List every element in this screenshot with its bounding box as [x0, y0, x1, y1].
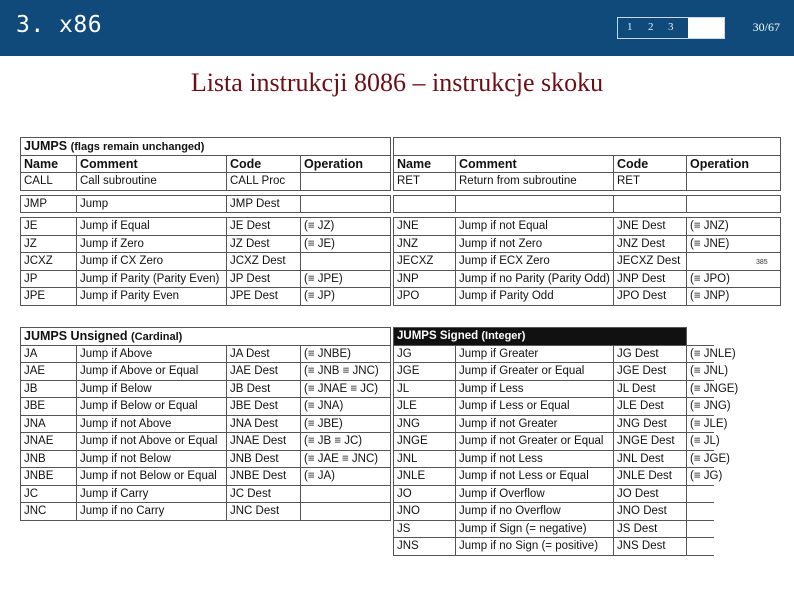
cell-code: JG Dest — [614, 345, 687, 363]
column-header-operation: Operation — [301, 155, 391, 173]
cell-code: JC Dest — [227, 485, 301, 503]
cell-operation — [301, 485, 391, 503]
table-row — [21, 433, 391, 451]
jumps-title-row — [21, 138, 391, 156]
column-header-name: Name — [394, 155, 456, 173]
table-row — [394, 415, 714, 433]
cell-code: JNP Dest — [614, 270, 687, 288]
cell-comment: Jump if not Greater or Equal — [456, 433, 614, 451]
table-row — [21, 468, 391, 486]
cell-code: JE Dest — [227, 218, 301, 236]
cell-comment: Jump if no Overflow — [456, 503, 614, 521]
table-row — [394, 345, 714, 363]
cell-name: JPE — [21, 288, 77, 306]
cell-name: JG — [394, 345, 456, 363]
cell-name: RET — [394, 173, 456, 191]
cell-operation — [301, 503, 391, 521]
cell-name: JNC — [21, 503, 77, 521]
cell-code: JNS Dest — [614, 538, 687, 556]
cell-name: JZ — [21, 235, 77, 253]
jumps-right-header-row — [394, 155, 781, 173]
cell-code: JNAE Dest — [227, 433, 301, 451]
jumps-right-spacer-row — [394, 138, 781, 156]
cell-name: JCXZ — [21, 253, 77, 271]
jumps-table-right — [393, 137, 781, 306]
table-row — [21, 503, 391, 521]
cell-operation: (≡ JZ) — [301, 218, 391, 236]
cell-operation: (≡ JNP) — [687, 288, 781, 306]
cell-operation: (≡ JGE) — [687, 450, 714, 468]
cell-operation: (≡ JNZ) — [687, 218, 781, 236]
cell-operation — [301, 195, 391, 213]
cell-comment: Jump if no Sign (= positive) — [456, 538, 614, 556]
jumps-right-spacer — [394, 138, 781, 156]
cell-comment: Jump if Above — [77, 345, 227, 363]
progress-page-3[interactable]: 3 — [668, 21, 674, 33]
cell-operation: (≡ JA) — [301, 468, 391, 486]
progress-page-1[interactable]: 1 — [627, 21, 633, 33]
cell-operation: (≡ JPE) — [301, 270, 391, 288]
cell-operation: (≡ JNGE) — [687, 380, 714, 398]
table-row — [394, 485, 714, 503]
cell-comment: Jump if Less — [456, 380, 614, 398]
section-title: 3. x86 — [16, 12, 103, 38]
unsigned-title — [21, 328, 391, 346]
cell-name: JNB — [21, 450, 77, 468]
cell-comment: Jump if Overflow — [456, 485, 614, 503]
cell-code: JNLE Dest — [614, 468, 687, 486]
cell-name: JAE — [21, 363, 77, 381]
table-row — [21, 345, 391, 363]
cell-comment: Call subroutine — [77, 173, 227, 191]
cell-code: JB Dest — [227, 380, 301, 398]
jumps-table-left — [20, 137, 391, 306]
table-row — [21, 173, 391, 191]
jumps-title-text: JUMPS — [24, 139, 68, 154]
cell-code: JAE Dest — [227, 363, 301, 381]
cell-comment: Jump if not Less or Equal — [456, 468, 614, 486]
cell-name — [394, 195, 456, 213]
cell-comment: Jump if not Above or Equal — [77, 433, 227, 451]
cell-code: JNO Dest — [614, 503, 687, 521]
table-row — [394, 468, 714, 486]
cell-name: JNE — [394, 218, 456, 236]
cell-operation: (≡ JNE) — [687, 235, 781, 253]
cell-comment: Jump if not Equal — [456, 218, 614, 236]
table-row — [21, 218, 391, 236]
cell-operation: (≡ JNB ≡ JNC) — [301, 363, 391, 381]
table-row — [21, 398, 391, 416]
column-header-name: Name — [21, 155, 77, 173]
cell-operation: (≡ JPO) — [687, 270, 781, 288]
cell-comment: Jump if Greater — [456, 345, 614, 363]
cell-code: JNG Dest — [614, 415, 687, 433]
table-row — [21, 288, 391, 306]
cell-name: JNAE — [21, 433, 77, 451]
cell-name: JE — [21, 218, 77, 236]
cell-name: JNO — [394, 503, 456, 521]
cell-code: JNB Dest — [227, 450, 301, 468]
cell-operation — [687, 173, 781, 191]
cell-comment: Jump — [77, 195, 227, 213]
cell-operation: (≡ JNL) — [687, 363, 714, 381]
cell-name: JPO — [394, 288, 456, 306]
progress-bar-fill — [688, 18, 724, 38]
cell-operation: (≡ JNAE ≡ JC) — [301, 380, 391, 398]
signed-title-blank — [687, 328, 714, 346]
cell-name: JNZ — [394, 235, 456, 253]
cell-code: JNBE Dest — [227, 468, 301, 486]
unsigned-title-row — [21, 328, 391, 346]
table-row — [394, 380, 714, 398]
table-row — [394, 253, 781, 271]
table-row — [21, 380, 391, 398]
cell-name: JNA — [21, 415, 77, 433]
cell-comment: Jump if not Zero — [456, 235, 614, 253]
column-header-comment: Comment — [77, 155, 227, 173]
cell-name: JNS — [394, 538, 456, 556]
cell-operation — [687, 520, 714, 538]
cell-name: JMP — [21, 195, 77, 213]
cell-operation: (≡ JE) — [301, 235, 391, 253]
cell-comment: Jump if not Above — [77, 415, 227, 433]
table-row — [394, 270, 781, 288]
cell-comment: Jump if no Carry — [77, 503, 227, 521]
cell-code: JO Dest — [614, 485, 687, 503]
jumps-header-row — [21, 155, 391, 173]
cell-code: JECXZ Dest — [614, 253, 687, 271]
cell-comment: Jump if not Below or Equal — [77, 468, 227, 486]
table-row — [394, 398, 714, 416]
cell-code: JNGE Dest — [614, 433, 687, 451]
cell-operation — [687, 503, 714, 521]
table-row — [21, 450, 391, 468]
cell-operation — [687, 538, 714, 556]
table-row — [21, 485, 391, 503]
cell-name: JGE — [394, 363, 456, 381]
cell-comment: Jump if Less or Equal — [456, 398, 614, 416]
cell-comment: Jump if Above or Equal — [77, 363, 227, 381]
cell-comment: Jump if CX Zero — [77, 253, 227, 271]
cell-comment: Jump if Below — [77, 380, 227, 398]
cell-code: JP Dest — [227, 270, 301, 288]
cell-name: JL — [394, 380, 456, 398]
cell-operation: (≡ JBE) — [301, 415, 391, 433]
slide-title: Lista instrukcji 8086 – instrukcje skoku — [190, 68, 604, 97]
jumps-subtitle: (flags remain unchanged) — [70, 141, 205, 154]
table-row — [394, 235, 781, 253]
table-row — [21, 235, 391, 253]
cell-name: JO — [394, 485, 456, 503]
cell-code: JNA Dest — [227, 415, 301, 433]
column-header-code: Code — [227, 155, 301, 173]
table-row — [394, 450, 714, 468]
cell-name: JA — [21, 345, 77, 363]
column-header-code: Code — [614, 155, 687, 173]
table-row — [394, 363, 714, 381]
signed-title-text: JUMPS Signed — [397, 330, 479, 343]
cell-code: JBE Dest — [227, 398, 301, 416]
page-indicator: 30/67 — [752, 20, 780, 34]
cell-code: JZ Dest — [227, 235, 301, 253]
table-row — [394, 218, 781, 236]
cell-name: JNBE — [21, 468, 77, 486]
cell-operation — [687, 485, 714, 503]
cell-comment: Jump if Equal — [77, 218, 227, 236]
cell-name: JB — [21, 380, 77, 398]
cell-code: CALL Proc — [227, 173, 301, 191]
cell-code: JPE Dest — [227, 288, 301, 306]
cell-name: JNL — [394, 450, 456, 468]
signed-title-row — [394, 328, 714, 346]
cell-code: JPO Dest — [614, 288, 687, 306]
cell-name: JP — [21, 270, 77, 288]
column-header-comment: Comment — [456, 155, 614, 173]
cell-operation: (≡ JB ≡ JC) — [301, 433, 391, 451]
signed-subtitle: (Integer) — [481, 330, 526, 343]
table-row — [394, 433, 714, 451]
table-row — [21, 253, 391, 271]
cell-comment: Jump if Zero — [77, 235, 227, 253]
cell-name: JNGE — [394, 433, 456, 451]
cell-code: JGE Dest — [614, 363, 687, 381]
cell-name: CALL — [21, 173, 77, 191]
table-row — [394, 288, 781, 306]
cell-operation: (≡ JNLE) — [687, 345, 714, 363]
table-row — [21, 415, 391, 433]
column-header-operation: Operation — [687, 155, 781, 173]
cell-comment: Return from subroutine — [456, 173, 614, 191]
table-row — [394, 538, 714, 556]
cell-comment: Jump if Parity Odd — [456, 288, 614, 306]
cell-name: JECXZ — [394, 253, 456, 271]
cell-comment: Jump if ECX Zero — [456, 253, 614, 271]
cell-comment: Jump if Parity Even — [77, 288, 227, 306]
jumps-unsigned-table — [20, 327, 391, 521]
cell-comment: Jump if Parity (Parity Even) — [77, 270, 227, 288]
cell-operation — [301, 173, 391, 191]
cell-name: JLE — [394, 398, 456, 416]
cell-comment: Jump if Sign (= negative) — [456, 520, 614, 538]
table-row — [394, 195, 781, 213]
cell-operation: (≡ JNG) — [687, 398, 714, 416]
cell-operation: (≡ JLE) — [687, 415, 714, 433]
cell-name: JBE — [21, 398, 77, 416]
table-row — [21, 363, 391, 381]
table-row — [394, 173, 781, 191]
progress-bar[interactable] — [617, 17, 725, 39]
table-row — [394, 503, 714, 521]
cell-comment — [456, 195, 614, 213]
cell-code: JNZ Dest — [614, 235, 687, 253]
jumps-title — [21, 138, 391, 156]
cell-comment: Jump if not Less — [456, 450, 614, 468]
cell-comment: Jump if Below or Equal — [77, 398, 227, 416]
page-note: 385 — [756, 259, 768, 266]
cell-operation — [687, 195, 781, 213]
cell-code: JLE Dest — [614, 398, 687, 416]
cell-code: JS Dest — [614, 520, 687, 538]
header-bar — [0, 0, 794, 56]
unsigned-title-text: JUMPS Unsigned — [24, 329, 128, 344]
cell-name: JNLE — [394, 468, 456, 486]
cell-operation: (≡ JG) — [687, 468, 714, 486]
cell-comment: Jump if not Below — [77, 450, 227, 468]
cell-comment: Jump if Greater or Equal — [456, 363, 614, 381]
cell-code: JNE Dest — [614, 218, 687, 236]
cell-comment: Jump if not Greater — [456, 415, 614, 433]
signed-title — [394, 328, 687, 346]
cell-operation: (≡ JP) — [301, 288, 391, 306]
cell-operation: (≡ JAE ≡ JNC) — [301, 450, 391, 468]
cell-operation: (≡ JL) — [687, 433, 714, 451]
cell-code: JA Dest — [227, 345, 301, 363]
cell-name: JC — [21, 485, 77, 503]
cell-comment: Jump if Carry — [77, 485, 227, 503]
cell-code: JNC Dest — [227, 503, 301, 521]
cell-code: JMP Dest — [227, 195, 301, 213]
unsigned-subtitle: (Cardinal) — [130, 331, 183, 344]
cell-name: JNP — [394, 270, 456, 288]
cell-code: JL Dest — [614, 380, 687, 398]
cell-operation: (≡ JNBE) — [301, 345, 391, 363]
cell-code: JCXZ Dest — [227, 253, 301, 271]
table-row — [21, 195, 391, 213]
cell-name: JS — [394, 520, 456, 538]
cell-code — [614, 195, 687, 213]
cell-name: JNG — [394, 415, 456, 433]
table-row — [394, 520, 714, 538]
cell-operation: (≡ JNA) — [301, 398, 391, 416]
cell-code: RET — [614, 173, 687, 191]
table-row — [21, 270, 391, 288]
progress-page-2[interactable]: 2 — [648, 21, 654, 33]
cell-comment: Jump if no Parity (Parity Odd) — [456, 270, 614, 288]
cell-code: JNL Dest — [614, 450, 687, 468]
cell-operation — [301, 253, 391, 271]
jumps-signed-table — [393, 327, 739, 556]
